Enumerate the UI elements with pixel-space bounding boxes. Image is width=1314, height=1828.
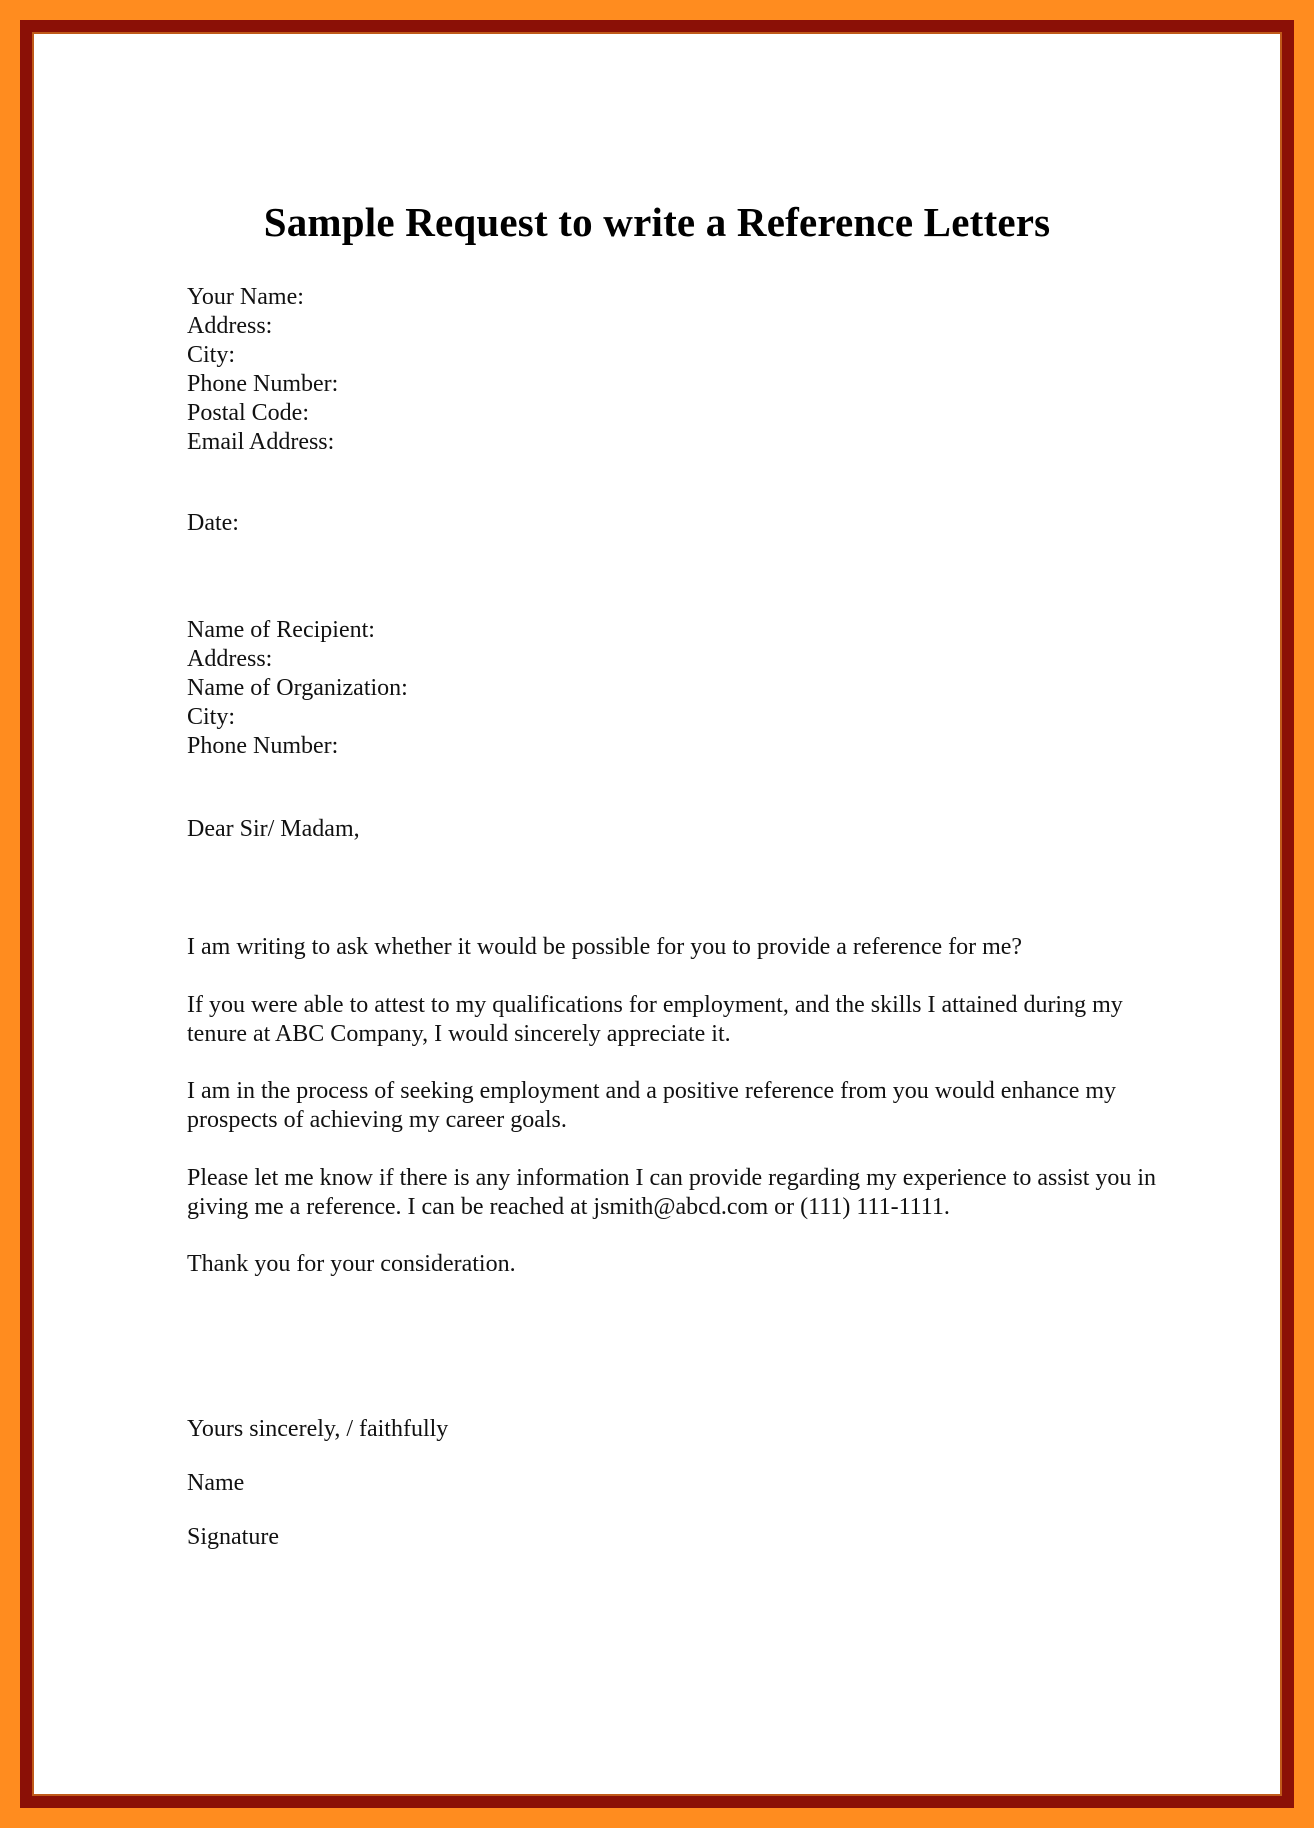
document-inner-border bbox=[32, 32, 1282, 1796]
name-line-text: Name bbox=[187, 1470, 245, 1496]
sender-address-label: Address: bbox=[187, 313, 273, 339]
date-line bbox=[187, 509, 239, 538]
sender-email-label: Email Address: bbox=[187, 429, 335, 455]
salutation-text: Dear Sir/ Madam, bbox=[187, 816, 360, 842]
letter-title: Sample Request to write a Reference Letters bbox=[263, 199, 1051, 245]
name-line bbox=[187, 1469, 244, 1498]
signature-line bbox=[187, 1523, 279, 1552]
body-paragraph-5: Thank you for your consideration. bbox=[187, 1251, 516, 1277]
body-paragraph-3: I am in the process of seeking employment and a positive reference from you would enhance my prospects of achieving my career goals. bbox=[187, 1078, 1117, 1133]
closing bbox=[187, 1415, 448, 1444]
salutation bbox=[187, 815, 360, 844]
sender-block bbox=[187, 283, 338, 457]
sender-postal-label: Postal Code: bbox=[187, 400, 310, 426]
body-paragraph-1: I am writing to ask whether it would be possible for you to provide a reference for me? bbox=[187, 934, 1023, 960]
sender-phone-label: Phone Number: bbox=[187, 371, 339, 397]
recipient-name-label: Name of Recipient: bbox=[187, 617, 375, 643]
sender-name-label: Your Name: bbox=[187, 284, 304, 310]
recipient-address-label: Address: bbox=[187, 646, 273, 672]
date-label: Date: bbox=[187, 510, 239, 536]
letter-page bbox=[34, 34, 1280, 1794]
recipient-phone-label: Phone Number: bbox=[187, 733, 339, 759]
signature-line-text: Signature bbox=[187, 1524, 279, 1550]
recipient-organization-label: Name of Organization: bbox=[187, 675, 408, 701]
recipient-city-label: City: bbox=[187, 704, 236, 730]
sender-city-label: City: bbox=[187, 342, 236, 368]
closing-text: Yours sincerely, / faithfully bbox=[187, 1416, 449, 1442]
body-paragraph-2: If you were able to attest to my qualifications for employment, and the skills I attained during my tenure at ABC Company, I would sincerely appreciate it. bbox=[187, 992, 1123, 1047]
body-paragraph-4: Please let me know if there is any information I can provide regarding my experience to assist you in giving me a reference. I can be reached at jsmith@abcd.com or (111) 111-1111. bbox=[187, 1165, 1157, 1220]
recipient-block bbox=[187, 616, 408, 761]
document-frame bbox=[20, 20, 1294, 1808]
